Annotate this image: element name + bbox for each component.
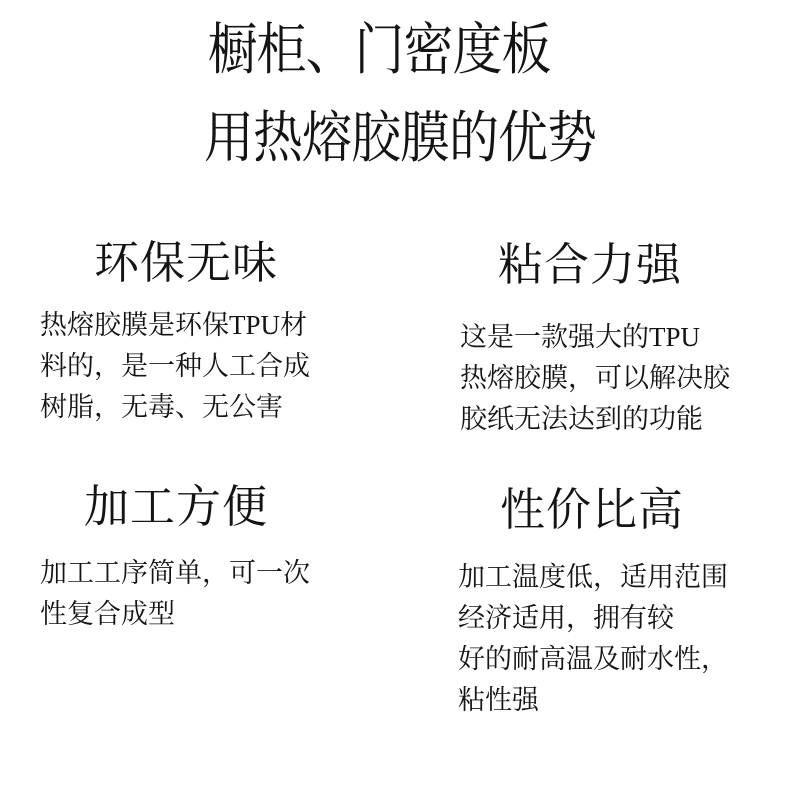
body-line: 料的，是一种人工合成 — [40, 351, 310, 381]
body-line: 这是一款强大的TPU — [460, 322, 701, 352]
body-line: 树脂，无毒、无公害 — [40, 392, 283, 422]
body-line: 粘性强 — [458, 685, 539, 715]
page-title — [0, 6, 800, 182]
section-body-easy-processing — [40, 553, 312, 635]
section-heading-eco-friendly: 环保无味 — [93, 238, 278, 288]
section-cost-effective — [458, 485, 726, 721]
body-line: 热熔胶膜是环保TPU材 — [40, 310, 308, 340]
body-line: 经济适用，拥有较 — [458, 603, 674, 633]
page-title-line-2: 用热熔胶膜的优势 — [204, 106, 596, 170]
section-easy-processing — [40, 482, 312, 635]
body-line: 好的耐高温及耐水性， — [458, 644, 728, 674]
section-strong-adhesion — [460, 240, 730, 440]
page-title-line-1: 橱柜、门密度板 — [207, 18, 551, 82]
section-body-strong-adhesion — [460, 317, 730, 440]
body-line: 性复合成型 — [40, 599, 175, 629]
body-line: 加工温度低，适用范围 — [458, 562, 728, 592]
body-line: 加工工序简单，可一次 — [40, 558, 310, 588]
section-body-cost-effective — [458, 557, 726, 721]
body-line: 热熔胶膜，可以解决胶 — [460, 363, 730, 393]
section-heading-easy-processing: 加工方便 — [83, 482, 268, 532]
body-line: 胶纸无法达到的功能 — [460, 404, 703, 434]
section-heading-cost-effective: 性价比高 — [499, 485, 684, 535]
section-eco-friendly — [40, 238, 332, 428]
section-body-eco-friendly — [40, 305, 332, 428]
section-heading-strong-adhesion: 粘合力强 — [497, 240, 682, 290]
